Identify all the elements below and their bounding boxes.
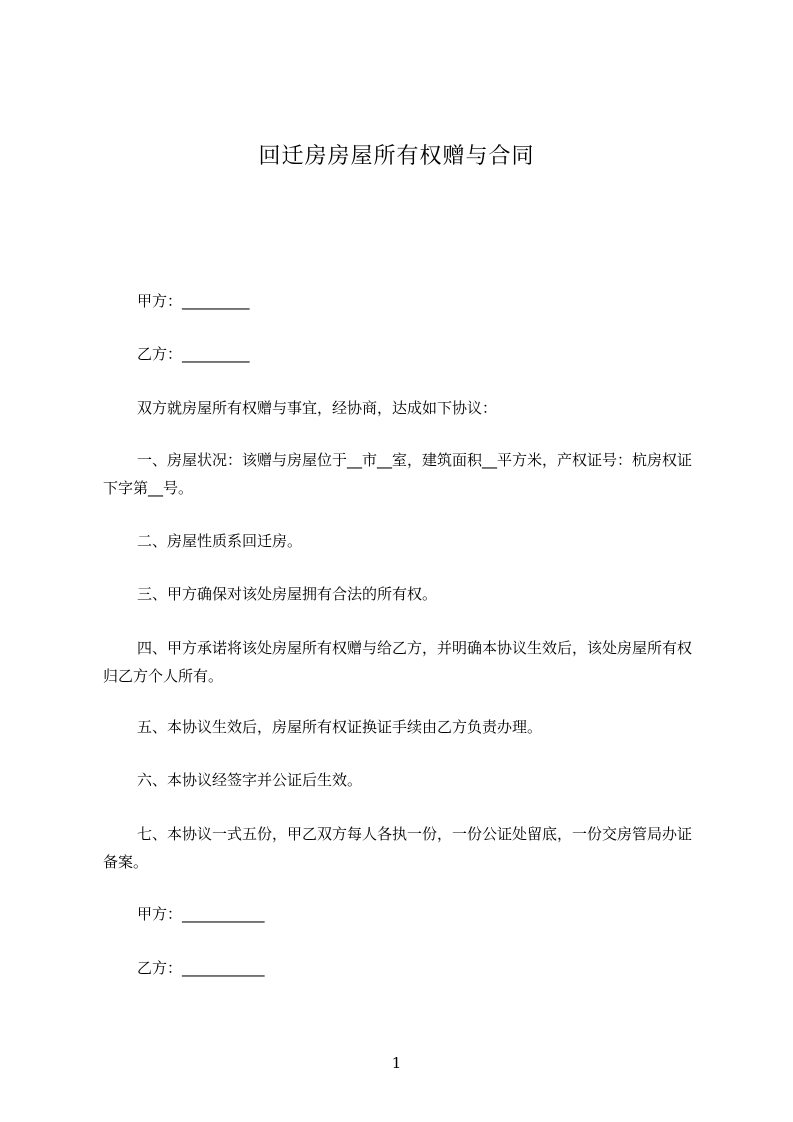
document-title: 回迁房房屋所有权赠与合同 [258, 144, 535, 169]
clause-5: 五、本协议生效后，房屋所有权证换证手续由乙方负责办理。 [137, 718, 543, 736]
intro-paragraph: 双方就房屋所有权赠与事宜，经协商，达成如下协议： [137, 399, 498, 417]
clause-3: 三、甲方确保对该处房屋拥有合法的所有权。 [137, 585, 438, 603]
clause-6: 六、本协议经签字并公证后生效。 [137, 771, 363, 789]
party-b-signature: 乙方：___________ [137, 959, 265, 977]
clause-1: 一、房屋状况：该赠与房屋位于__市__室，建筑面积__平方米，产权证号：杭房权证下字第__号。 [103, 451, 693, 497]
party-a-line: 甲方：_________ [137, 292, 250, 310]
page-number: 1 [391, 1054, 402, 1072]
party-b-line: 乙方：_________ [137, 345, 250, 363]
party-a-signature: 甲方：___________ [137, 905, 265, 923]
clause-7: 七、本协议一式五份，甲乙双方每人各执一份，一份公证处留底，一份交房管局办证备案。 [103, 825, 693, 871]
clause-2: 二、房屋性质系回迁房。 [137, 532, 303, 550]
clause-4: 四、甲方承诺将该处房屋所有权赠与给乙方，并明确本协议生效后，该处房屋所有权归乙方个人所有。 [103, 639, 693, 685]
